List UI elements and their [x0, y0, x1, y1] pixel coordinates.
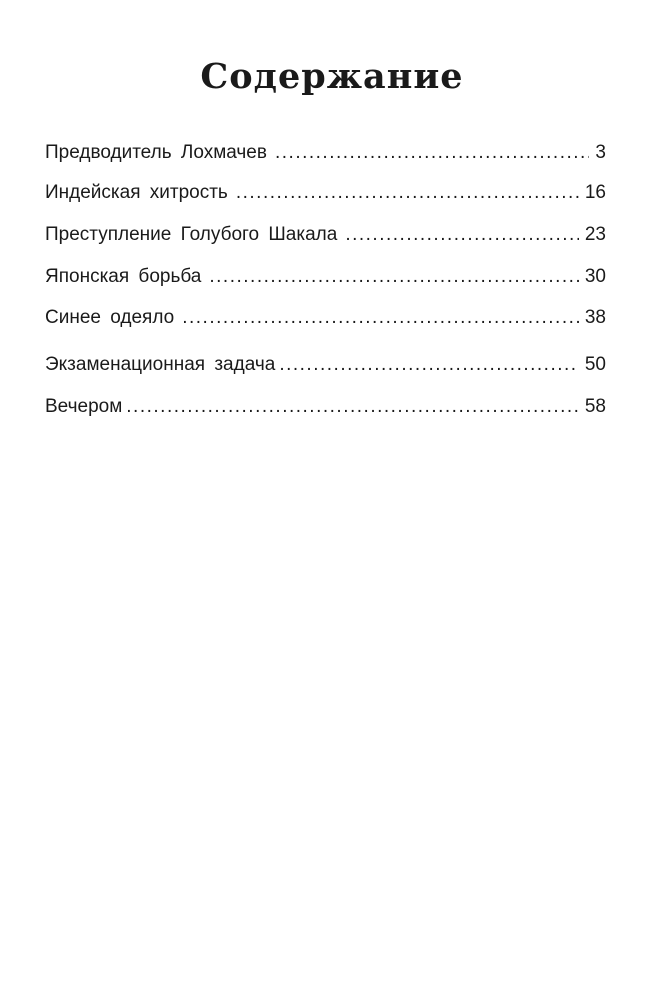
toc-entry	[45, 350, 606, 380]
dot-leader	[345, 220, 579, 250]
toc-entry-title: Синее одеяло	[45, 307, 175, 328]
toc-entry	[45, 138, 606, 168]
toc-entry-page: 38	[584, 307, 606, 328]
toc-entry-title: Вечером	[45, 396, 123, 417]
toc-entry-page: 50	[584, 354, 606, 375]
dot-leader	[209, 262, 578, 292]
toc-entry	[45, 392, 606, 422]
dot-leader	[275, 138, 589, 168]
toc-entry-title: Японская борьба	[45, 266, 202, 287]
dot-leader	[236, 178, 579, 208]
toc-entry	[45, 262, 606, 292]
dot-leader	[182, 303, 579, 333]
toc-entry	[45, 178, 606, 208]
toc-entry-title: Экзаменационная задача	[45, 354, 276, 375]
toc-entry-title: Предводитель Лохмачев	[45, 142, 267, 163]
toc-entry	[45, 303, 606, 333]
toc-entry-page: 3	[595, 142, 606, 163]
toc-entry	[45, 220, 606, 250]
toc-entry-page: 23	[584, 224, 606, 245]
toc-entry-title: Индейская хитрость	[45, 182, 228, 203]
toc-entry-title: Преступление Голубого Шакала	[45, 224, 338, 245]
dot-leader	[126, 392, 579, 422]
page-title: Содержание	[200, 56, 464, 97]
toc-entry-page: 58	[584, 396, 606, 417]
dot-leader	[279, 350, 579, 380]
toc-entry-page: 16	[584, 182, 606, 203]
toc-entry-page: 30	[584, 266, 606, 287]
